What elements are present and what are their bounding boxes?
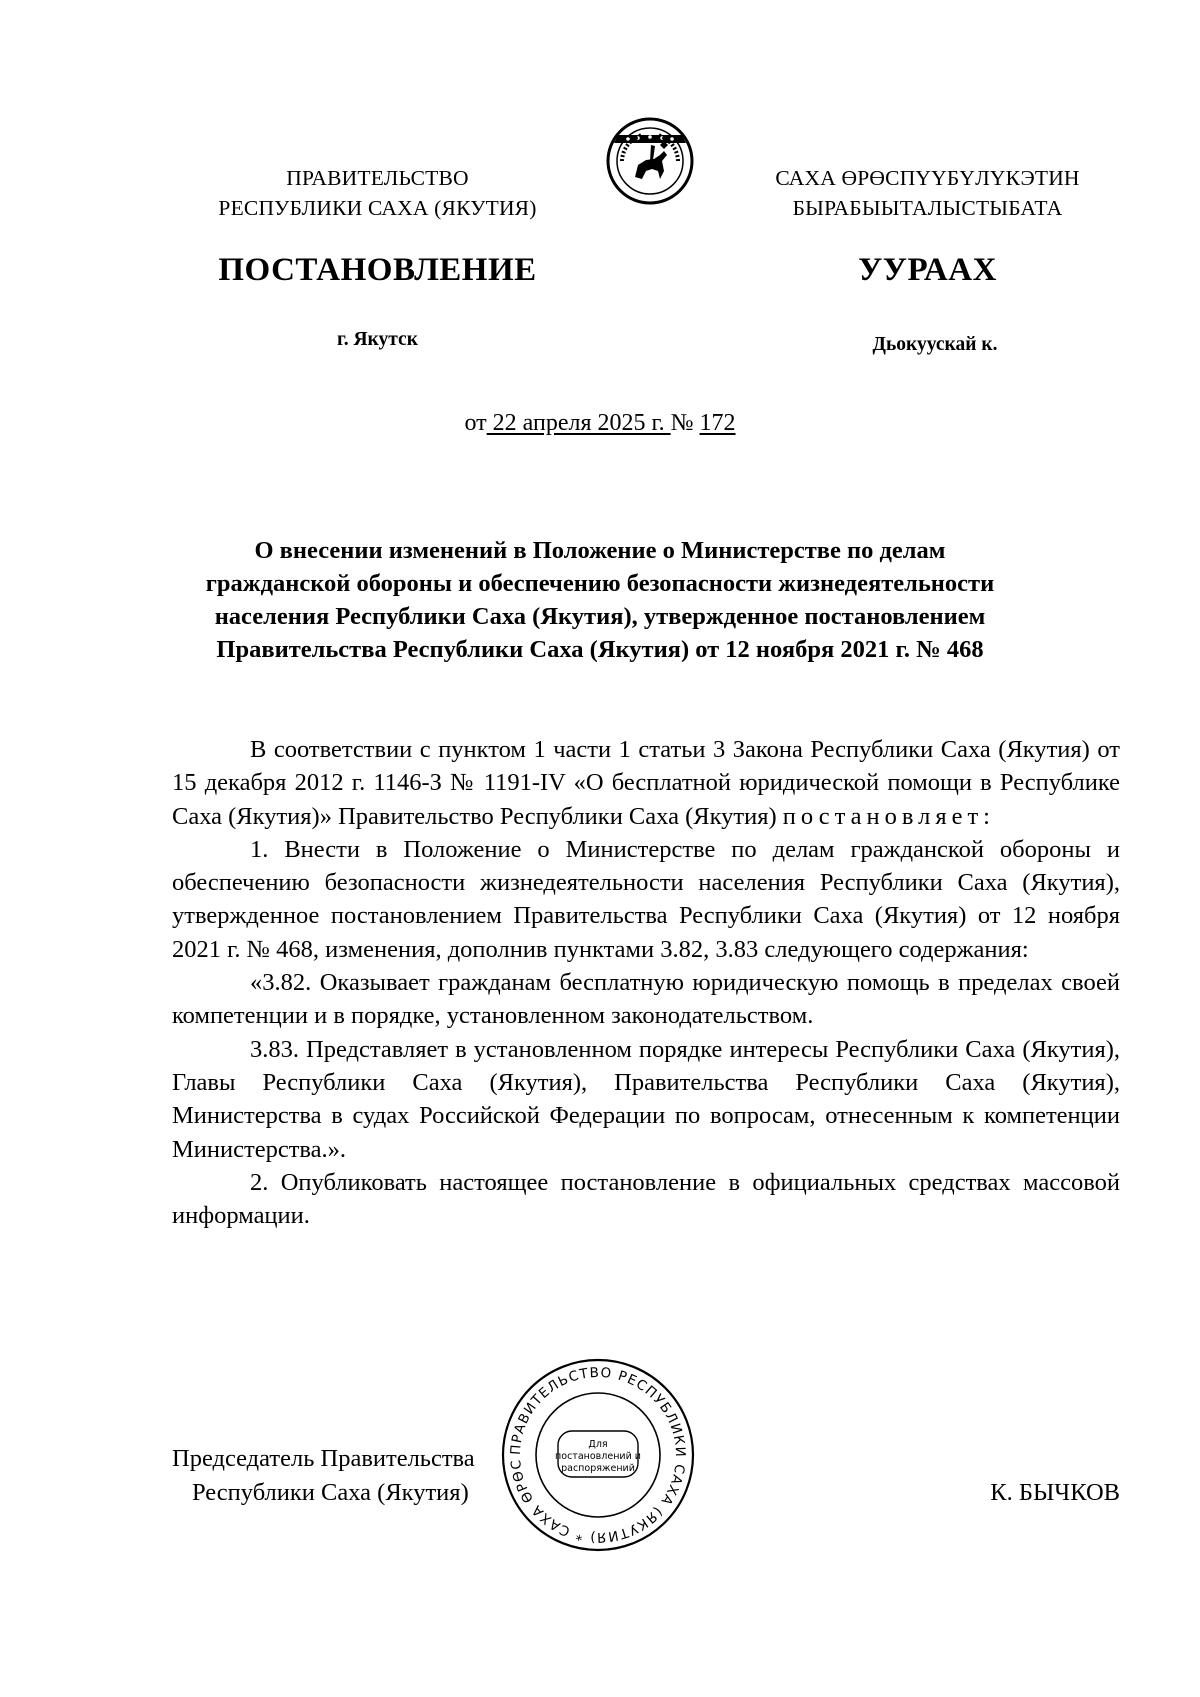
government-name-russian <box>180 163 575 223</box>
document-body <box>172 733 1120 1232</box>
document-type-yakut: УУРААХ <box>858 252 997 288</box>
subject-line: О внесении изменений в Положение о Министерстве по делам <box>254 537 946 564</box>
document-date: 22 апреля 2025 г. <box>486 410 671 436</box>
signatory-name: К. БЫЧКОВ <box>990 1479 1120 1506</box>
government-name-line2: РЕСПУБЛИКИ САХА (ЯКУТИЯ) <box>218 196 537 220</box>
preamble-text: В соответствии с пунктом 1 части 1 статьи 3 Закона Республики Саха (Якутия) от 15 декабря 2012 г. 1146-З № 1191-IV «О бесплатной юридической помощи в Республике Саха (Якутия)» Правительство Республики Саха (Якутия) <box>172 736 1120 830</box>
item-2-paragraph: 2. Опубликовать настоящее постановление в официальных средствах массовой информации. <box>172 1168 1120 1230</box>
subject-line: Правительства Республики Саха (Якутия) от 12 ноября 2021 г. № 468 <box>216 636 984 663</box>
item-3-83-paragraph: 3.83. Представляет в установленном порядке интересы Республики Саха (Якутия), Главы Республики Саха (Якутия), Правительства Республики Саха (Якутия), Министерства в судах Российской Федерации по вопросам, отнесенным к компетенции Министерства.». <box>172 1035 1120 1163</box>
date-prefix: от <box>464 410 487 436</box>
government-name-line1: ПРАВИТЕЛЬСТВО <box>286 166 469 190</box>
item-3-82-paragraph: «3.82. Оказывает гражданам бесплатную юридическую помощь в пределах своей компетенции и в порядке, установленном законодательством. <box>172 969 1120 1030</box>
city-russian: г. Якутск <box>337 329 418 350</box>
signatory-position-line1: Председатель Правительства <box>172 1445 475 1472</box>
signatory-position-line2: Республики Саха (Якутия) <box>192 1479 469 1506</box>
number-sign: № <box>670 410 700 436</box>
document-date-number <box>300 408 900 438</box>
document-subject <box>150 534 1050 666</box>
item-1-paragraph: 1. Внести в Положение о Министерстве по делам гражданской обороны и обеспечению безопасности жизнедеятельности населения Республики Саха (Якутия), утвержденное постановлением Правительства Республики Саха (Якутия) от 12 ноября 2021 г. № 468, изменения, дополнив пунктами 3.82, 3.83 следующего содержания: <box>172 835 1120 963</box>
government-name-yakut-line2: БЫРАБЫЫТАЛЫСТЫБАТА <box>792 196 1063 220</box>
subject-line: гражданской обороны и обеспечению безопасности жизнедеятельности <box>205 570 995 597</box>
government-name-yakut <box>735 163 1120 223</box>
subject-line: населения Республики Саха (Якутия), утвержденное постановлением <box>214 603 986 630</box>
decree-word: постановляет: <box>782 802 995 830</box>
document-type-russian: ПОСТАНОВЛЕНИЕ <box>218 252 537 288</box>
city-yakut: Дьокуускай к. <box>872 334 998 355</box>
svg-text:распоряжений: распоряжений <box>561 1463 635 1474</box>
coat-of-arms-emblem <box>598 105 702 209</box>
official-seal-stamp <box>498 1355 698 1555</box>
preamble-paragraph <box>172 733 1120 833</box>
document-number: 172 <box>699 410 736 436</box>
signatory-position <box>172 1442 532 1510</box>
svg-text:постановлений и: постановлений и <box>555 1451 641 1462</box>
svg-text:ПРАВИТЕЛЬСТВО РЕСПУБЛИКИ САХА: ПРАВИТЕЛЬСТВО РЕСПУБЛИКИ САХА (ЯКУТИЯ) * САХА ӨРӨС <box>507 1364 689 1546</box>
svg-text:Для: Для <box>588 1439 608 1450</box>
government-name-yakut-line1: САХА ӨРӨСПҮҮБҮЛҮКЭТИН <box>775 166 1080 190</box>
